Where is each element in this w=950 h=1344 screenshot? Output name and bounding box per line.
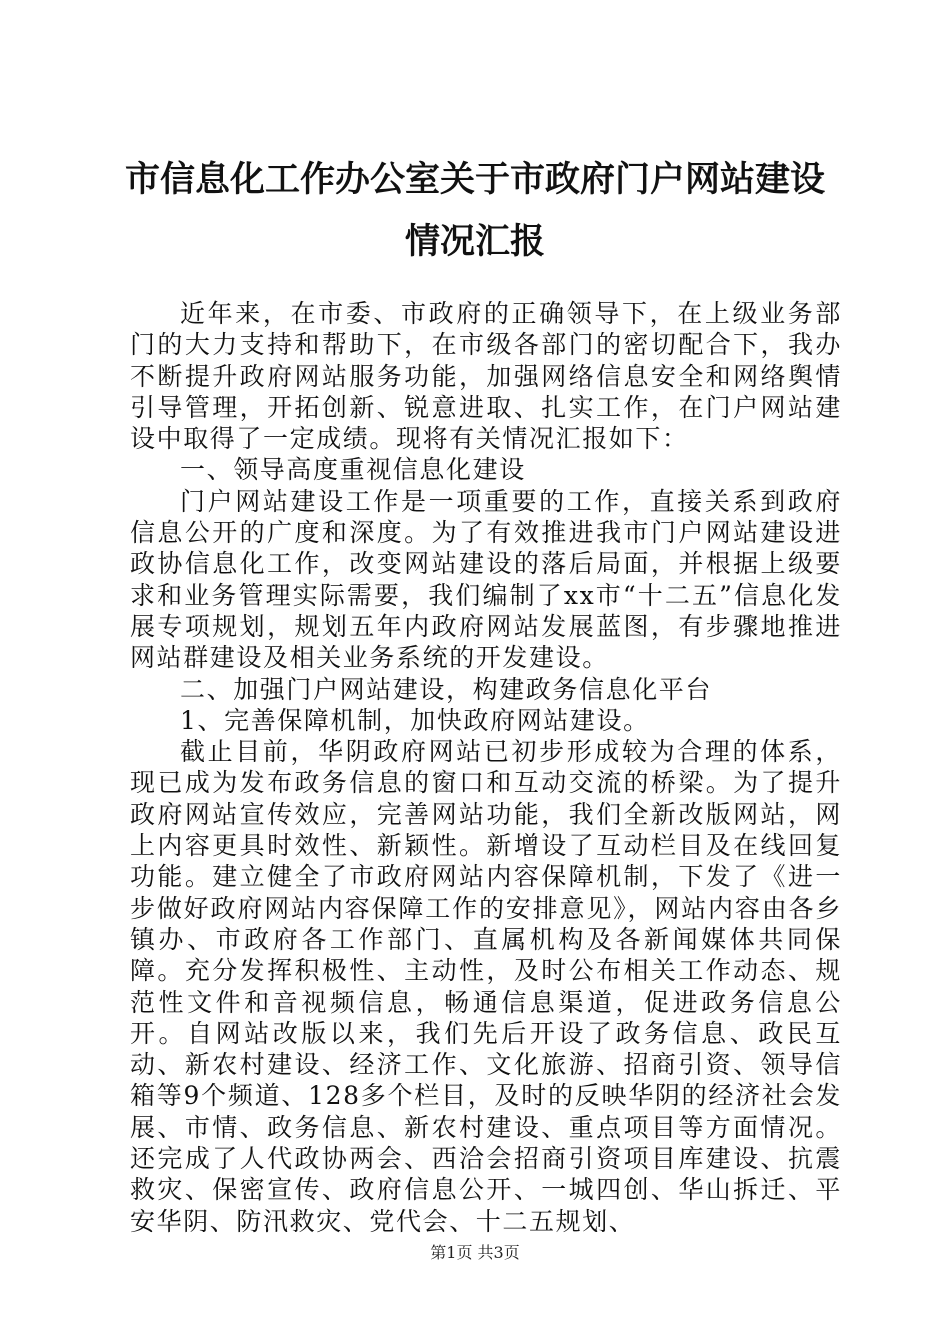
paragraph-section-1: 门户网站建设工作是一项重要的工作，直接关系到政府信息公开的广度和深度。为了有效推进我市门户网站建设进政协信息化工作，改变网站建设的落后局面，并根据上级要求和业务管理实际需要，我们编制了xx市“十二五”信息化发展专项规划，规划五年内政府网站发展蓝图，有步骤地推进网站群建设及相关业务系统的开发建设。	[130, 486, 842, 673]
subsection-heading-1: 1、完善保障机制，加快政府网站建设。	[180, 705, 650, 735]
page-footer: 第1页 共3页	[430, 1243, 520, 1262]
document-title-line-1: 市信息化工作办公室关于市政府门户网站建设	[124, 159, 825, 200]
section-heading-2: 二、加强门户网站建设，构建政务信息化平台	[180, 674, 713, 704]
section-heading-1: 一、领导高度重视信息化建设	[180, 455, 526, 485]
document-title-line-2: 情况汇报	[404, 221, 545, 262]
document-body	[130, 298, 842, 1237]
paragraph-subsection-1: 截止目前，华阴政府网站已初步形成较为合理的体系，现已成为发布政务信息的窗口和互动交流的桥梁。为了提升政府网站宣传效应，完善网站功能，我们全新改版网站，网上内容更具时效性、新颖性。新增设了互动栏目及在线回复功能。建立健全了市政府网站内容保障机制，下发了《进一步做好政府网站内容保障工作的安排意见》，网站内容由各乡镇办、市政府各工作部门、直属机构及各新闻媒体共同保障。充分发挥积极性、主动性，及时公布相关工作动态、规范性文件和音视频信息，畅通信息渠道，促进政务信息公开。自网站改版以来，我们先后开设了政务信息、政民互动、新农村建设、经济工作、文化旅游、招商引资、领导信箱等9个频道、128多个栏目，及时的反映华阴的经济社会发展、市情、政务信息、新农村建设、重点项目等方面情况。还完成了人代政协两会、西洽会招商引资项目库建设、抗震救灾、保密宣传、政府信息公开、一城四创、华山拆迁、平安华阴、防汛救灾、党代会、十二五规划、	[130, 737, 842, 1236]
paragraph-intro: 近年来，在市委、市政府的正确领导下，在上级业务部门的大力支持和帮助下，在市级各部门的密切配合下，我办不断提升政府网站服务功能，加强网络信息安全和网络舆情引导管理，开拓创新、锐意进取、扎实工作，在门户网站建设中取得了一定成绩。现将有关情况汇报如下：	[130, 299, 842, 454]
